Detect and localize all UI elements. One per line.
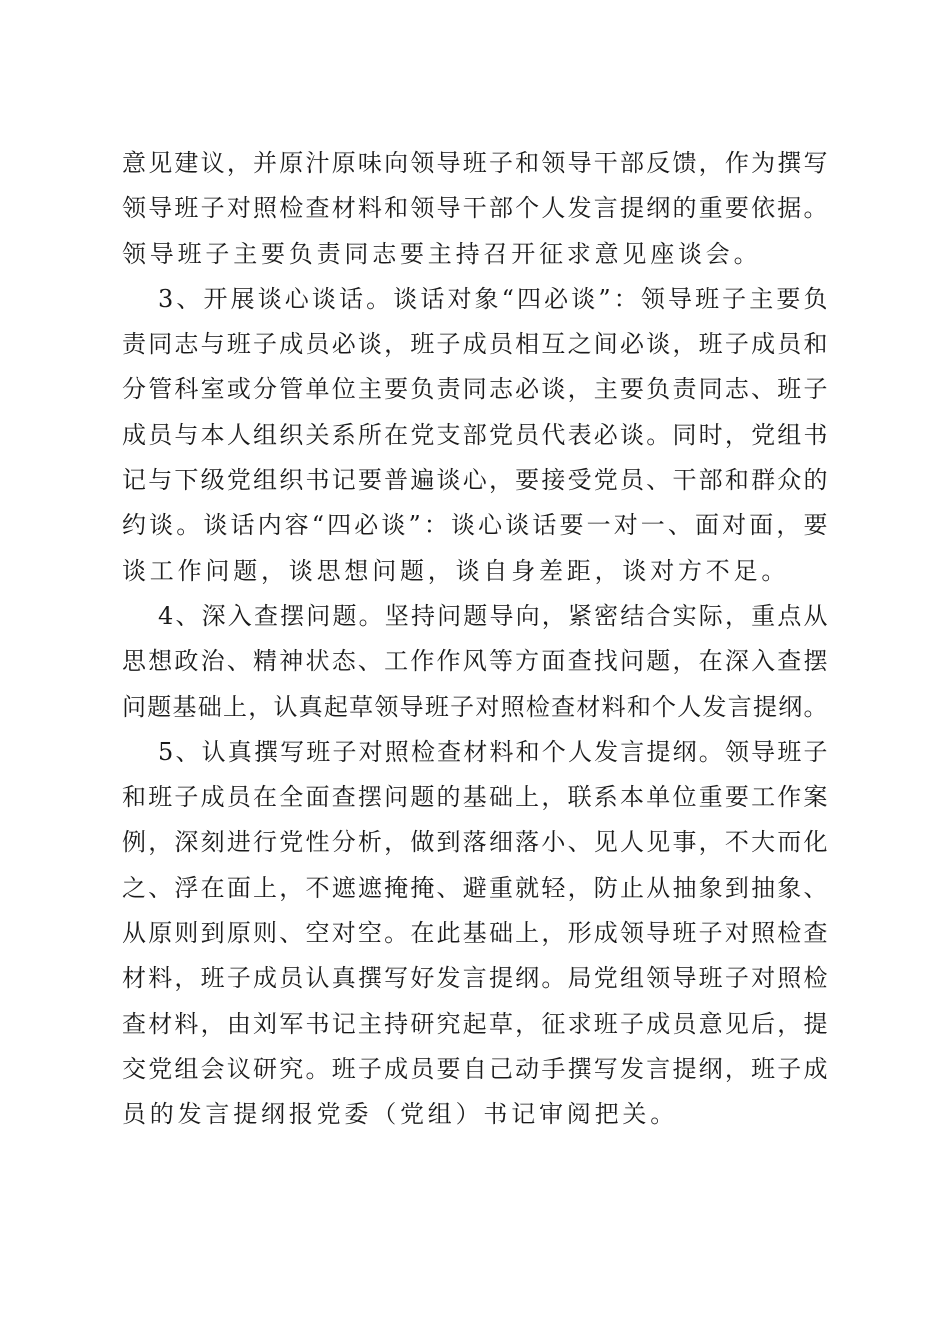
text-line: 责同志与班子成员必谈，班子成员相互之间必谈，班子成员和	[122, 330, 828, 359]
text-line: 交党组会议研究。班子成员要自己动手撰写发言提纲，班子成	[122, 1054, 828, 1083]
document-body	[122, 141, 828, 1138]
text-line: 材料，班子成员认真撰写好发言提纲。局党组领导班子对照检	[122, 964, 828, 993]
paragraph-3-start: 3、开展谈心谈话。谈话对象“四必谈”：领导班子主要负	[158, 284, 828, 313]
text-line: 谈工作问题，谈思想问题，谈自身差距，谈对方不足。	[122, 556, 790, 585]
text-line: 成员与本人组织关系所在党支部党员代表必谈。同时，党组书	[122, 420, 828, 449]
text-line: 记与下级党组织书记要普遍谈心，要接受党员、干部和群众的	[122, 466, 828, 495]
text-line: 问题基础上，认真起草领导班子对照检查材料和个人发言提纲。	[122, 692, 828, 721]
text-line: 查材料，由刘军书记主持研究起草，征求班子成员意见后，提	[122, 1009, 828, 1038]
text-line: 领导班子主要负责同志要主持召开征求意见座谈会。	[122, 239, 762, 268]
text-line: 从原则到原则、空对空。在此基础上，形成领导班子对照检查	[122, 919, 828, 948]
text-line: 员的发言提纲报党委（党组）书记审阅把关。	[122, 1100, 678, 1129]
paragraph-4-start: 4、深入查摆问题。坚持问题导向，紧密结合实际，重点从	[158, 601, 828, 630]
text-line: 约谈。谈话内容“四必谈”：谈心谈话要一对一、面对面，要	[122, 511, 828, 540]
text-line: 之、浮在面上，不遮遮掩掩、避重就轻，防止从抽象到抽象、	[122, 873, 828, 902]
text-line: 领导班子对照检查材料和领导干部个人发言提纲的重要依据。	[122, 194, 828, 223]
text-line: 思想政治、精神状态、工作作风等方面查找问题，在深入查摆	[122, 647, 828, 676]
text-line: 和班子成员在全面查摆问题的基础上，联系本单位重要工作案	[122, 783, 828, 812]
text-line: 例，深刻进行党性分析，做到落细落小、见人见事，不大而化	[122, 828, 828, 857]
text-line: 意见建议，并原汁原味向领导班子和领导干部反馈，作为撰写	[122, 149, 828, 177]
paragraph-5-start: 5、认真撰写班子对照检查材料和个人发言提纲。领导班子	[158, 737, 828, 766]
text-line: 分管科室或分管单位主要负责同志必谈，主要负责同志、班子	[122, 375, 828, 404]
